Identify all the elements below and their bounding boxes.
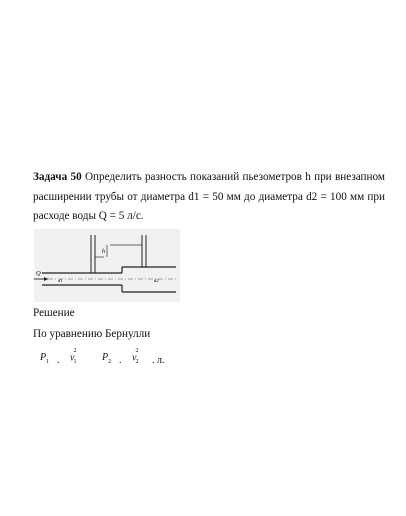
problem-statement [33, 168, 385, 227]
formula-p2: $P_2$ [102, 352, 112, 365]
formula-dot-2: . [119, 355, 122, 366]
h-label: h [102, 249, 105, 255]
problem-text: Определить разность показаний пьезометров h при внезапном расширении трубы от диаметра d1 = 50 мм до диаметра d2 = 100 мм при расходе воды Q = 5 л/с. [33, 171, 385, 222]
d1-label: d1 [58, 278, 63, 283]
d2-label: d2 [154, 278, 159, 283]
pipe-expansion-figure [34, 229, 180, 302]
formula-v1: $v^2_1$ [70, 348, 77, 366]
formula-v2: $v^2_2$ [132, 348, 139, 366]
flow-q-label: Q [36, 270, 41, 277]
formula-p1: $P_1$ [40, 352, 50, 365]
solution-heading: Решение [33, 307, 75, 319]
formula-tail: . л. [152, 355, 165, 366]
formula-dot-1: . [57, 355, 60, 366]
problem-title: Задача 50 [33, 171, 82, 183]
bernoulli-intro-text: По уравнению Бернулли [33, 328, 151, 340]
figure-background [34, 229, 180, 302]
bernoulli-formula [40, 346, 180, 368]
